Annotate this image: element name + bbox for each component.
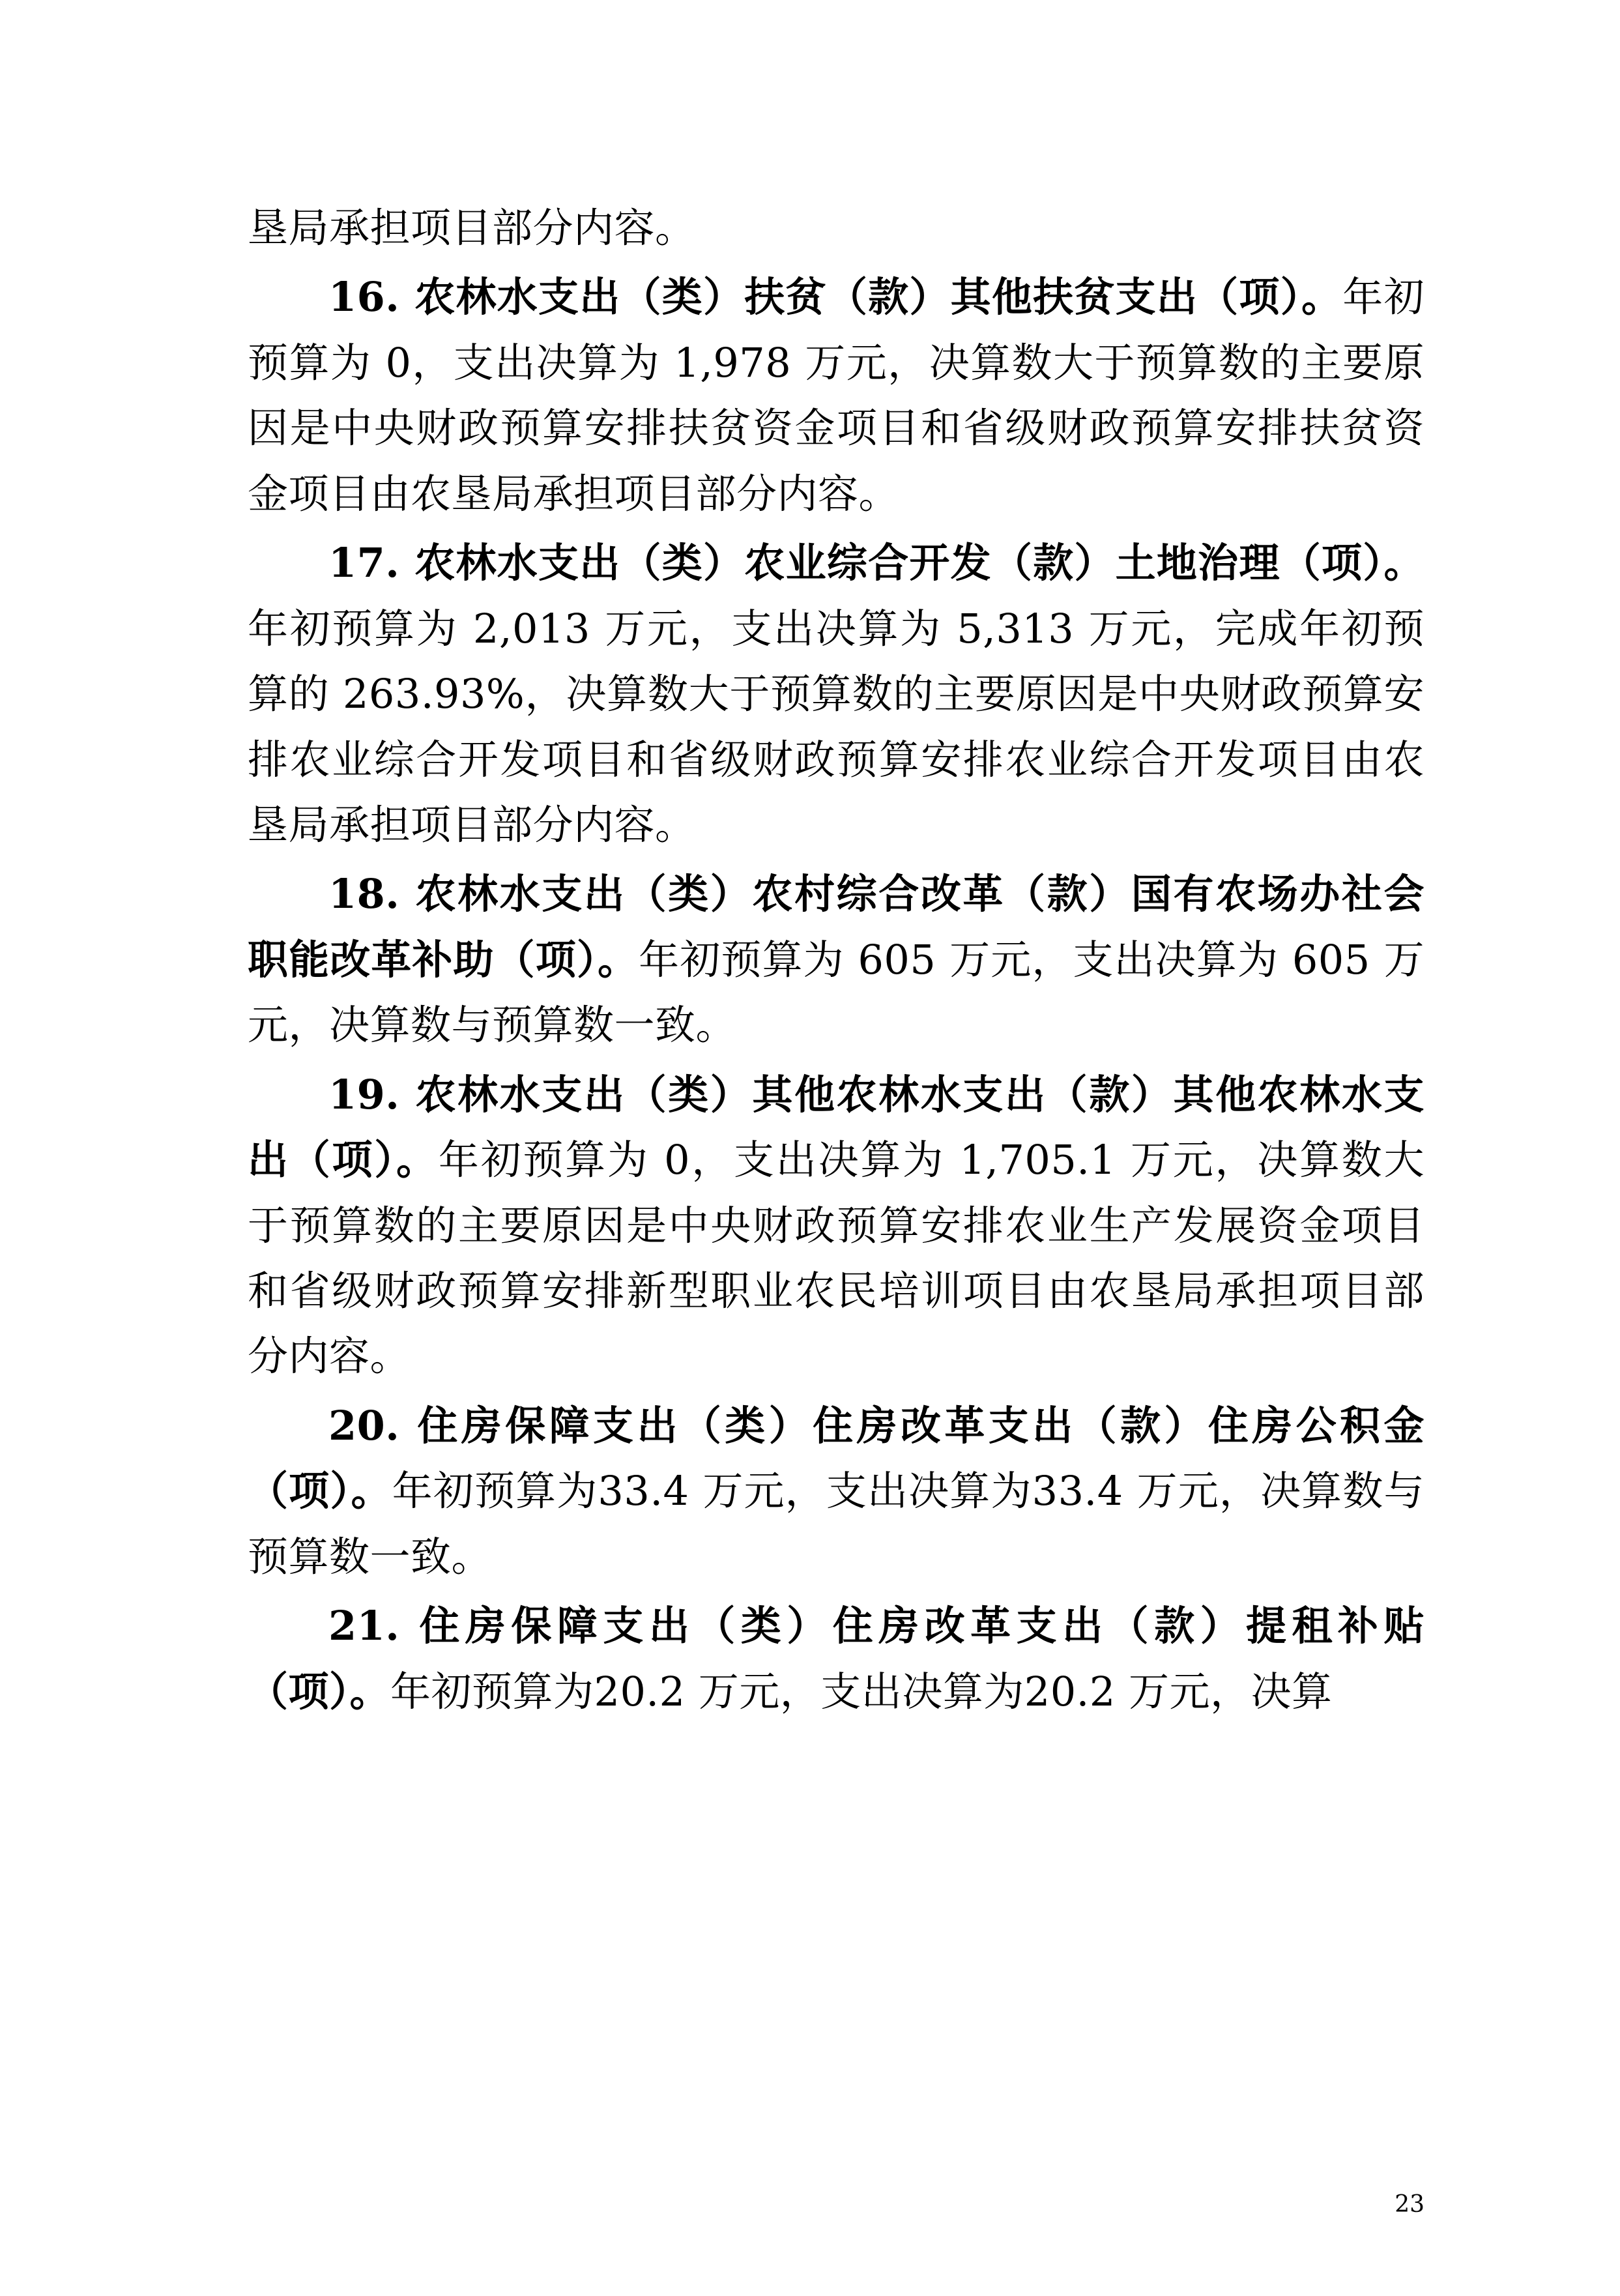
document-body [248,196,1425,1724]
paragraph-item-18 [248,862,1425,1058]
paragraph-continued [248,196,1425,261]
paragraph-heading: 18. 农林水支出（类）农村综合改革（款）国有农场办社会职能改革补助（项）。 [248,870,1425,983]
paragraph-heading: 20. 住房保障支出（类）住房改革支出（款）住房公积金（项）。 [248,1401,1425,1515]
paragraph-text: 年初预算为 2,013 万元，支出决算为 5,313 万元，完成年初预算的 263.93%，决算数大于预算数的主要原因是中央财政预算安排农业综合开发项目和省级财政预算安排农业综合开发项目由农垦局承担项目部分内容。 [248,604,1425,849]
paragraph-item-21 [248,1593,1425,1724]
paragraph-text: 垦局承担项目部分内容。 [248,204,696,252]
paragraph-item-20 [248,1393,1425,1590]
paragraph-heading: 19. 农林水支出（类）其他农林水支出（款）其他农林水支出（项）。 [248,1070,1425,1184]
paragraph-item-16 [248,265,1425,527]
paragraph-text: 年初预算为33.4 万元，支出决算为33.4 万元，决算数与预算数一致。 [248,1467,1425,1580]
paragraph-item-19 [248,1062,1425,1389]
paragraph-text: 年初预算为 0，支出决算为 1,978 万元，决算数大于预算数的主要原因是中央财政预算安排扶贫资金项目和省级财政预算安排扶贫资金项目由农垦局承担项目部分内容。 [248,273,1425,517]
paragraph-item-17 [248,530,1425,858]
page-number: 23 [1395,2191,1425,2218]
paragraph-text: 年初预算为 0，支出决算为 1,705.1 万元，决算数大于预算数的主要原因是中央财政预算安排农业生产发展资金项目和省级财政预算安排新型职业农民培训项目由农垦局承担项目部分内容。 [248,1136,1425,1380]
paragraph-heading: 17. 农林水支出（类）农业综合开发（款）土地治理（项）。 [328,539,1425,587]
paragraph-text: 年初预算为 605 万元，支出决算为 605 万元，决算数与预算数一致。 [248,935,1425,1049]
paragraph-text: 年初预算为20.2 万元，支出决算为20.2 万元，决算 [390,1667,1333,1715]
paragraph-heading: 21. 住房保障支出（类）住房改革支出（款）提租补贴（项）。 [248,1602,1425,1715]
paragraph-heading: 16. 农林水支出（类）扶贫（款）其他扶贫支出（项）。 [328,273,1343,321]
